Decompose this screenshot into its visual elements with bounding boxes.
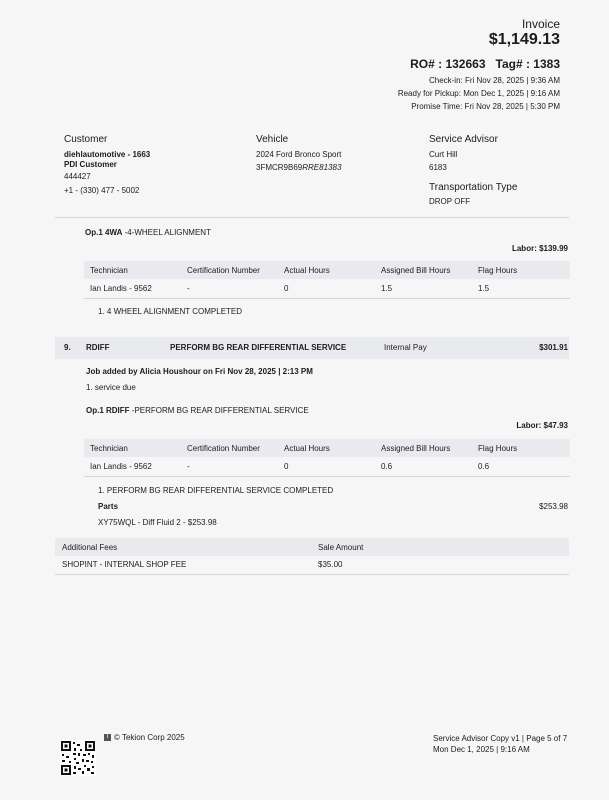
invoice-total: $1,149.13 [488,31,560,48]
fees-header [55,538,569,556]
fees-row-divider [55,574,569,575]
job9-th-cert: Certification Number [187,444,260,453]
promise-time: Promise Time: Fri Nov 28, 2025 | 5:30 PM [411,102,560,111]
qr-code-icon [60,740,96,776]
fee-item: SHOPINT - INTERNAL SHOP FEE [62,560,187,569]
ro-number: RO# : 132663 [410,57,486,71]
job9-pay-type: Internal Pay [384,343,427,352]
job1-note: 1. 4 WHEEL ALIGNMENT COMPLETED [98,307,243,316]
customer-heading: Customer [64,134,108,145]
job1-th-actual: Actual Hours [284,266,330,275]
job9-th-flag: Flag Hours [478,444,518,453]
job9-code: RDIFF [86,343,110,352]
job1-cell-technician: Ian Landis - 9562 [90,284,152,293]
job1-cell-bill: 1.5 [381,284,393,293]
job9-cell-cert: - [187,462,190,471]
customer-phone: +1 - (330) 477 - 5002 [64,186,140,195]
job9-op-code: Op.1 RDIFF [86,406,130,415]
job1-th-bill: Assigned Bill Hours [381,266,451,275]
job9-th-bill: Assigned Bill Hours [381,444,451,453]
job9-th-technician: Technician [90,444,128,453]
customer-name: diehlautomotive - 1663 [64,150,151,159]
job1-cell-actual: 0 [284,284,289,293]
advisor-heading: Service Advisor [429,134,498,145]
job9-number: 9. [64,343,71,352]
tag-number: Tag# : 1383 [495,57,560,71]
job1-th-cert: Certification Number [187,266,260,275]
job9-parts-total: $253.98 [539,502,568,511]
job9-added-by: Job added by Alicia Houshour on Fri Nov 28, 2025 | 2:13 PM [86,367,313,376]
job9-amount: $301.91 [539,343,568,352]
job9-cell-bill: 0.6 [381,462,393,471]
vin-prefix: 3FMCR9B69 [256,163,303,172]
transport-heading: Transportation Type [429,182,518,193]
fee-item-amount: $35.00 [318,560,343,569]
ro-tag-line [410,57,560,71]
vehicle-heading: Vehicle [256,134,289,145]
job9-op [86,406,309,415]
fees-header-label: Additional Fees [62,543,118,552]
job9-cell-actual: 0 [284,462,289,471]
job9-title: PERFORM BG REAR DIFFERENTIAL SERVICE [170,343,347,352]
fees-header-amount: Sale Amount [318,543,364,552]
job1-op [85,228,211,237]
job1-row-divider [84,298,570,299]
footer-copyright [104,733,185,742]
section-divider [55,217,569,218]
job9-labor: Labor: $47.93 [516,421,568,430]
job9-parts-label: Parts [98,502,119,511]
vehicle-model: 2024 Ford Bronco Sport [256,150,342,159]
document-type: Invoice [521,17,560,31]
job1-op-code: Op.1 4WA [85,228,123,237]
job1-labor: Labor: $139.99 [511,244,568,253]
job9-note: 1. PERFORM BG REAR DIFFERENTIAL SERVICE COMPLETED [98,486,334,495]
job1-op-desc: -4-WHEEL ALIGNMENT [124,228,211,237]
job9-concern: 1. service due [86,383,136,392]
job9-cell-flag: 0.6 [478,462,490,471]
job9-th-actual: Actual Hours [284,444,330,453]
job1-cell-cert: - [187,284,190,293]
job9-row-divider [84,476,570,477]
customer-type: PDI Customer [64,160,117,169]
footer-printed: Mon Dec 1, 2025 | 9:16 AM [433,745,530,754]
ready-time: Ready for Pickup: Mon Dec 1, 2025 | 9:16 AM [397,89,560,98]
footer-copyright-text: © Tekion Corp 2025 [114,733,185,742]
vehicle-vin [256,163,341,172]
transport-value: DROP OFF [429,197,471,206]
advisor-name: Curt Hill [429,150,458,159]
tekion-logo-icon: T [105,734,110,741]
advisor-id: 6183 [429,163,447,172]
customer-number: 444427 [64,172,91,181]
checkin-time: Check-in: Fri Nov 28, 2025 | 9:36 AM [428,76,560,85]
footer-copy-info: Service Advisor Copy v1 | Page 5 of 7 [433,734,568,743]
vin-suffix: RRE81383 [302,163,342,172]
job1-th-technician: Technician [90,266,128,275]
job1-th-flag: Flag Hours [478,266,518,275]
job9-part-line: XY75WQL - Diff Fluid 2 - $253.98 [98,518,217,527]
job9-op-desc: -PERFORM BG REAR DIFFERENTIAL SERVICE [131,406,309,415]
job9-cell-technician: Ian Landis - 9562 [90,462,152,471]
job1-cell-flag: 1.5 [478,284,490,293]
